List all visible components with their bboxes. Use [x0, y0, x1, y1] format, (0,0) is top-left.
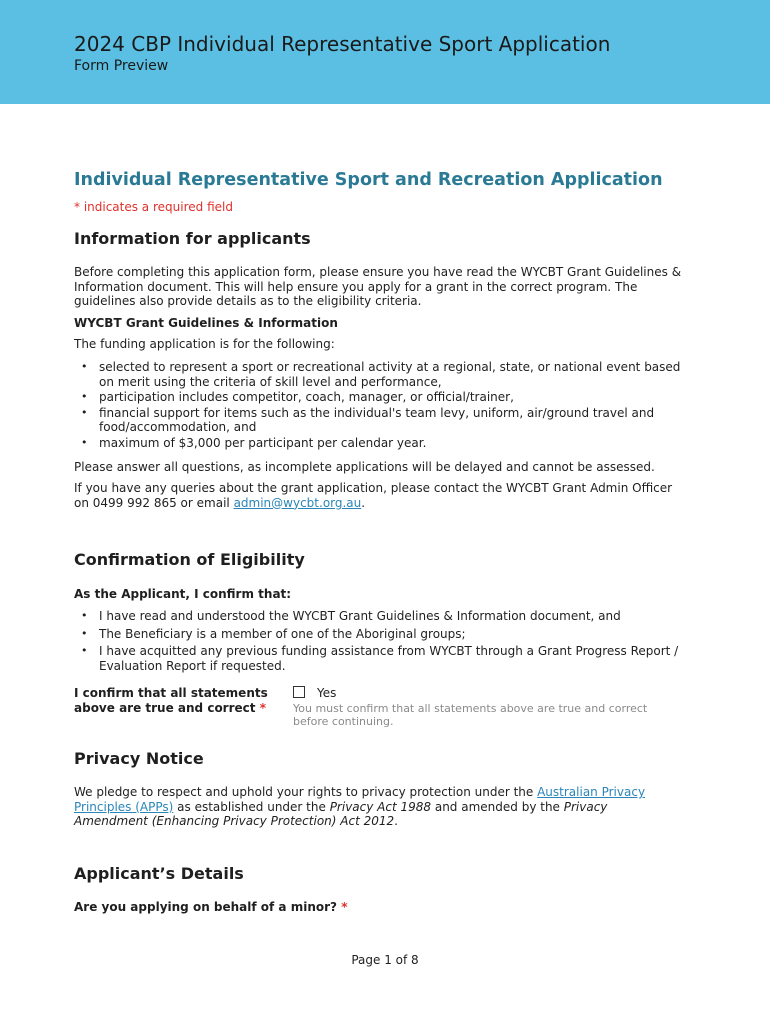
list-item: • The Beneficiary is a member of one of the Aboriginal groups;: [81, 626, 466, 641]
yes-label: Yes: [317, 686, 337, 701]
page-number: Page 1 of 8: [351, 953, 419, 967]
list-item: • I have read and understood the WYCBT Grant Guidelines & Information document, and: [81, 608, 621, 623]
confirm-control: [293, 686, 683, 728]
confirm-field: [74, 686, 684, 742]
bullet-icon: •: [81, 405, 88, 419]
list-item: • I have acquitted any previous funding assistance from WYCBT through a Grant Progress Report / Evaluation Report if requested.: [81, 644, 679, 673]
email-link[interactable]: admin@wycbt.org.au: [233, 495, 362, 510]
page-subtitle: Form Preview: [74, 58, 169, 74]
bullet-icon: •: [81, 359, 88, 373]
info-intro: Before completing this application form, please ensure you have read the WYCBT Grant Guidelines & Information document. This will help ensure you apply for a grant in the correct program. The guidelines also provide details as to the eligibility criteria.: [74, 265, 682, 309]
yes-checkbox[interactable]: [293, 686, 305, 698]
page-title: 2024 CBP Individual Representative Sport Application: [74, 32, 611, 56]
queries-text: If you have any queries about the grant application, please contact the WYCBT Grant Admin Officer on 0499 992 865 or email admin@wycbt.org.au.: [74, 481, 673, 510]
privacy-heading: Privacy Notice: [74, 749, 204, 769]
minor-question: Are you applying on behalf of a minor? *: [74, 900, 348, 915]
yes-option[interactable]: [293, 686, 683, 700]
list-item: • maximum of $3,000 per participant per calendar year.: [81, 435, 427, 450]
bullet-icon: •: [81, 608, 88, 622]
required-note: * indicates a required field: [74, 200, 233, 214]
header-banner: [0, 0, 770, 104]
eligibility-list: [74, 609, 684, 673]
applicant-heading: Applicant’s Details: [74, 864, 244, 884]
list-item: • selected to represent a sport or recreational activity at a regional, state, or national event based on merit using the criteria of skill level and performance,: [81, 359, 681, 389]
answer-note: Please answer all questions, as incomplete applications will be delayed and cannot be assessed.: [74, 459, 655, 474]
bullet-icon: •: [81, 390, 88, 404]
form-content: [74, 170, 684, 915]
confirm-help-text: You must confirm that all statements above are true and correct before continuing.: [293, 702, 648, 729]
confirm-label: I confirm that all statements above are true and correct *: [74, 686, 268, 715]
funding-list: [74, 360, 684, 451]
bullet-icon: •: [81, 435, 88, 449]
confirm-intro: As the Applicant, I confirm that:: [74, 587, 292, 602]
required-mark: *: [259, 700, 266, 715]
required-mark: *: [341, 900, 348, 915]
privacy-text: We pledge to respect and uphold your rights to privacy protection under the Australian Privacy Principles (APPs) as established under the Privacy Act 1988 and amended by the Privacy Amendment (Enhancing Privacy Protection) Act 2012.: [74, 785, 646, 829]
funding-intro: The funding application is for the following:: [74, 337, 335, 352]
bullet-icon: •: [81, 626, 88, 640]
info-heading: Information for applicants: [74, 229, 311, 248]
guidelines-label: WYCBT Grant Guidelines & Information: [74, 315, 338, 330]
list-item: • participation includes competitor, coach, manager, or official/trainer,: [81, 390, 514, 405]
bullet-icon: •: [81, 644, 88, 658]
eligibility-heading: Confirmation of Eligibility: [74, 550, 305, 570]
privacy-principles-link[interactable]: Australian Privacy Principles (APPs): [74, 785, 646, 814]
form-title: Individual Representative Sport and Recreation Application: [74, 170, 663, 190]
list-item: • financial support for items such as the individual's team levy, uniform, air/ground travel and food/accommodation, and: [81, 405, 655, 435]
